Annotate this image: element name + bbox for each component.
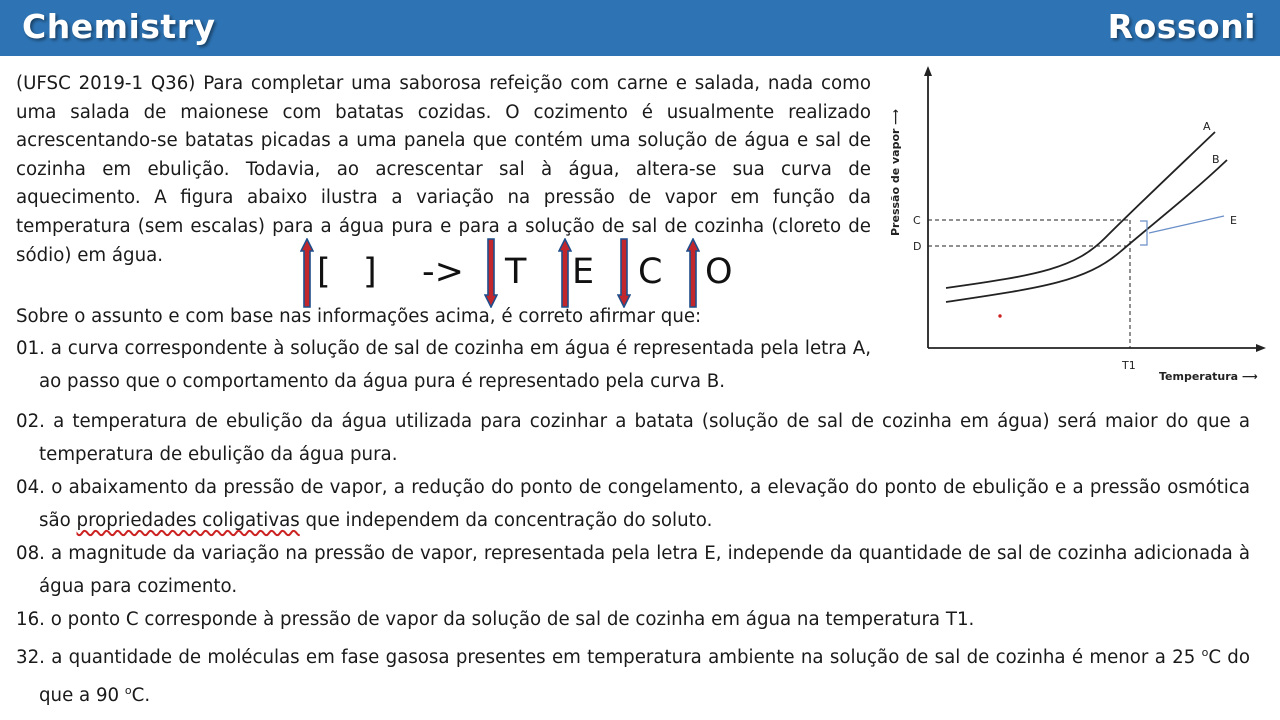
option-text-mid: C do que a 90 xyxy=(39,647,1250,706)
label-a: A xyxy=(1203,120,1211,133)
arrow-sign: -> xyxy=(422,252,464,292)
bracket-close: ] xyxy=(363,252,377,292)
label-d: D xyxy=(913,240,922,253)
label-b: B xyxy=(1212,153,1220,166)
arrow-up-icon xyxy=(300,238,314,308)
degree-sup: o xyxy=(1201,646,1209,659)
option-text: a magnitude da variação na pressão de vapor, representada pela letra E, independe da quantidade de sal de cozinha adicionada à água para cozimento. xyxy=(39,543,1250,597)
question-intro: (UFSC 2019-1 Q36) Para completar uma saborosa refeição com carne e salada, nada como uma salada de maionese com batatas cozidas. O cozimento é usualmente realizado acrescentando-se batatas picadas a uma panela que contém uma solução de água e sal de cozinha em ebulição. Todavia, ao acrescentar sal à água, altera-se sua curva de aquecimento. A figura abaixo ilustra a variação na pressão de vapor em função da temperatura (sem escalas) para a água pura e para a solução de sal de cozinha (cloreto de sódio) em água. xyxy=(16,73,871,266)
label-t1: T1 xyxy=(1122,359,1136,372)
label-e: E xyxy=(1230,214,1237,227)
bracket-open: [ xyxy=(317,252,331,292)
option-text: a curva correspondente à solução de sal de cozinha em água é representada pela letra A, ao passo que o comportamento da água pura é representado pela curva B. xyxy=(39,338,871,392)
option-number: 02. xyxy=(16,411,45,432)
stray-dot xyxy=(998,314,1001,317)
option-32 xyxy=(16,637,1250,712)
option-number: 01. xyxy=(16,338,45,359)
x-axis-arrowhead xyxy=(1256,344,1266,352)
x-axis-label: Temperatura ⟶ xyxy=(1159,370,1258,383)
y-axis-label: Pressão de vapor ⟶ xyxy=(889,108,902,236)
label-c: C xyxy=(913,214,921,227)
option-01 xyxy=(16,333,871,398)
option-text-end: C. xyxy=(131,684,151,706)
option-number: 08. xyxy=(16,543,45,564)
slide-header xyxy=(0,0,1280,56)
letter-o: O xyxy=(705,252,733,292)
option-04 xyxy=(16,472,1250,537)
subject-title: Chemistry xyxy=(22,7,216,46)
option-number: 04. xyxy=(16,477,45,498)
question-prompt: Sobre o assunto e com base nas informações acima, é correto afirmar que: xyxy=(16,306,702,327)
curve-a xyxy=(946,132,1215,288)
option-text: a temperatura de ebulição da água utilizada para cozinhar a batata (solução de sal de cozinha em água) será maior do que a temperatura de ebulição da água pura. xyxy=(39,411,1250,465)
option-number: 32. xyxy=(16,647,45,669)
curve-b xyxy=(946,160,1227,302)
y-axis-arrowhead xyxy=(924,66,932,76)
option-02 xyxy=(16,406,1250,471)
option-number: 16. xyxy=(16,609,45,630)
author-title: Rossoni xyxy=(1107,7,1256,46)
option-08 xyxy=(16,538,1250,603)
option-text: o abaixamento da pressão de vapor, a redução do ponto de congelamento, a elevação do ponto de ebulição e a pressão osmótica são xyxy=(39,477,1250,531)
highlighted-term: propriedades coligativas xyxy=(76,509,300,531)
degree-sup: o xyxy=(124,683,132,697)
option-text: o ponto C corresponde à pressão de vapor da solução de sal de cozinha em água na temperatura T1. xyxy=(50,609,975,630)
option-text: a quantidade de moléculas em fase gasosa presentes em temperatura ambiente na solução de sal de cozinha é menor a 25 xyxy=(51,647,1202,669)
arrow-up-icon xyxy=(558,238,572,308)
letter-t: T xyxy=(505,252,527,292)
letter-c: C xyxy=(638,252,663,292)
vapor-pressure-graph xyxy=(880,60,1270,390)
arrow-up-icon xyxy=(686,238,700,308)
arrow-down-icon xyxy=(617,238,631,308)
arrow-down-icon xyxy=(484,238,498,308)
mnemonic-annotation xyxy=(300,238,760,308)
option-16 xyxy=(16,604,1250,637)
letter-e: E xyxy=(572,252,595,292)
option-text-end: que independem da concentração do soluto. xyxy=(299,509,713,531)
